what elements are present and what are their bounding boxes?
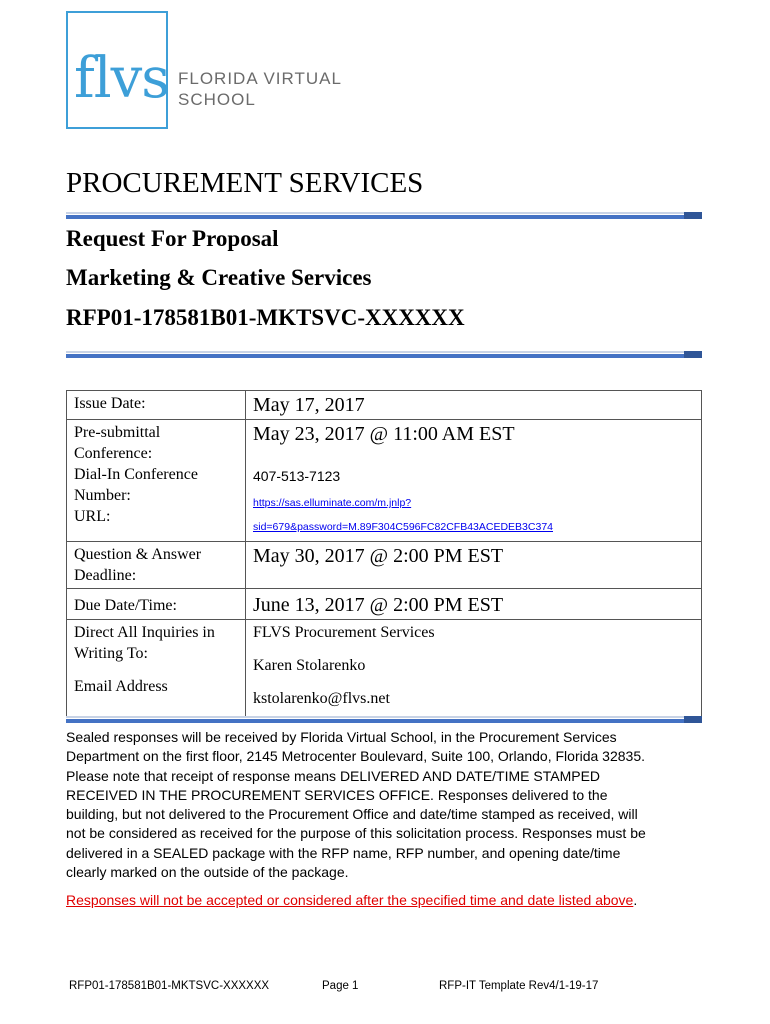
notice-period: .: [633, 892, 638, 908]
qa-deadline-label: [67, 542, 246, 589]
table-row: [67, 391, 702, 420]
notice-text: Responses will not be accepted or considered after the specified time and date listed above: [66, 892, 634, 908]
paragraph-line: RECEIVED IN THE PROCUREMENT SERVICES OFFICE. Responses delivered to the: [66, 786, 608, 803]
table-row: [67, 589, 702, 620]
table-row: [67, 420, 702, 542]
presubmittal-value: [246, 420, 702, 542]
issue-date-value: May 17, 2017: [246, 391, 702, 420]
label-line: Writing To:: [74, 645, 148, 662]
presubmittal-date: May 23, 2017 @ 11:00 AM EST: [253, 423, 515, 445]
table-row: [67, 620, 702, 721]
paragraph-line: building, but not delivered to the Procurement Office and date/time stamped as received, will: [66, 806, 638, 823]
contact-email[interactable]: kstolarenko@flvs.net: [253, 690, 390, 707]
label-line: Deadline:: [74, 567, 137, 584]
label-line: Direct All Inquiries in: [74, 624, 215, 641]
issue-date-label: Issue Date:: [67, 391, 246, 420]
label-line: URL:: [74, 508, 111, 525]
late-submission-notice: [66, 892, 637, 908]
divider-bar: [66, 212, 702, 219]
rfp-number: RFP01-178581B01-MKTSVC-XXXXXX: [66, 305, 465, 330]
contact-name: Karen Stolarenko: [253, 657, 366, 674]
qa-deadline-value: May 30, 2017 @ 2:00 PM EST: [246, 542, 702, 589]
inquiries-label: [67, 620, 246, 721]
footer-page-number: Page 1: [322, 980, 359, 992]
paragraph-line: clearly marked on the outside of the package.: [66, 864, 349, 881]
table-row: [67, 542, 702, 589]
rfp-info-table: [66, 390, 702, 721]
footer-rfp-number: RFP01-178581B01-MKTSVC-XXXXXX: [69, 980, 270, 992]
footer-template-rev: RFP-IT Template Rev4/1-19-17: [439, 980, 599, 992]
divider-bar: [66, 351, 702, 358]
presubmittal-label: [67, 420, 246, 542]
paragraph-line: delivered in a SEALED package with the RFP name, RFP number, and opening date/time: [66, 844, 621, 861]
logo-line-2: SCHOOL: [178, 90, 256, 109]
page-heading: PROCUREMENT SERVICES: [66, 167, 424, 199]
title-line-1: Request For Proposal: [66, 226, 279, 251]
logo-mark: flvs: [74, 46, 170, 111]
paragraph-line: Sealed responses will be received by Florida Virtual School, in the Procurement Services: [66, 729, 617, 745]
label-line: Question & Answer: [74, 546, 202, 563]
conference-url-link[interactable]: https://sas.elluminate.com/m.jnlp?sid=679&password=M.89F304C596FC82CFB43ACEDEB3C374: [253, 497, 553, 533]
submission-instructions: [66, 728, 706, 882]
label-line: Dial-In Conference: [74, 466, 198, 483]
logo-text: [178, 68, 342, 110]
paragraph-line: Please note that receipt of response means DELIVERED AND DATE/TIME STAMPED: [66, 767, 601, 784]
label-line: Conference:: [74, 445, 153, 462]
label-line: Pre-submittal: [74, 424, 161, 441]
title-line-2: Marketing & Creative Services: [66, 265, 372, 290]
due-date-value: June 13, 2017 @ 2:00 PM EST: [246, 589, 702, 620]
logo-line-1: FLORIDA VIRTUAL: [178, 69, 342, 88]
email-address-label: Email Address: [74, 678, 168, 695]
due-date-label: Due Date/Time:: [67, 589, 246, 620]
contact-office: FLVS Procurement Services: [253, 624, 435, 641]
paragraph-line: not be considered as received for the purpose of this solicitation process. Responses must be: [66, 825, 646, 842]
flvs-logo: [66, 11, 168, 129]
dialin-number: 407-513-7123: [253, 468, 341, 484]
paragraph-line: Department on the first floor, 2145 Metrocenter Boulevard, Suite 100, Orlando, Florida 32835.: [66, 748, 645, 765]
label-line: Number:: [74, 487, 131, 504]
inquiries-value: [246, 620, 702, 721]
divider-bar: [66, 716, 702, 723]
